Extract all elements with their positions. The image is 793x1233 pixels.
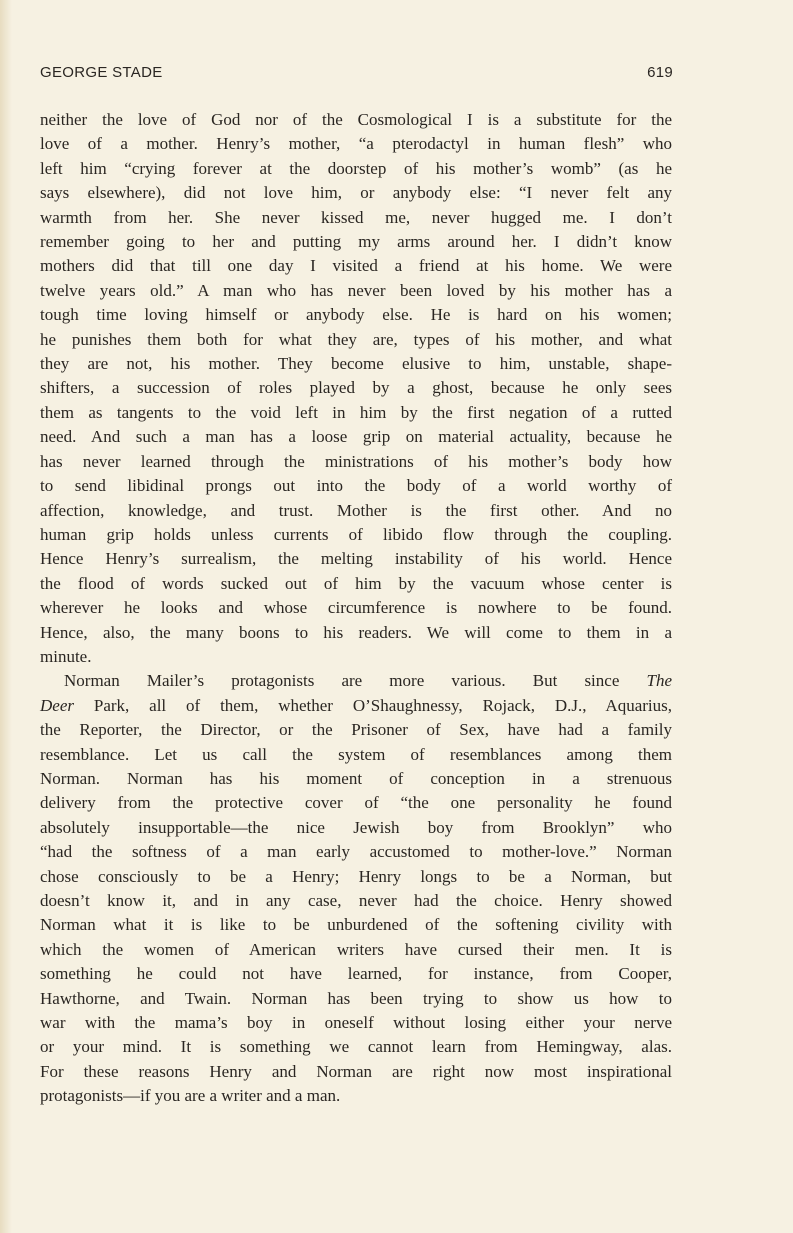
text-line: Hence Henry’s surrealism, the melting instability of his world. Hence [40, 549, 672, 569]
text-line: says elsewhere), did not love him, or anybody else: “I never felt any [40, 183, 672, 203]
text-line: or your mind. It is something we cannot learn from Hemingway, alas. [40, 1037, 672, 1057]
italic-title-word: The [646, 671, 672, 691]
line-text: Park, all of them, whether O’Shaughnessy, Rojack, D.J., Aquarius, [93, 695, 673, 715]
text-line: has never learned through the ministrations of his mother’s body how [40, 451, 672, 471]
text-line [40, 669, 672, 693]
text-line: Norman. Norman has his moment of conception in a strenuous [40, 768, 672, 788]
text-line: Hawthorne, and Twain. Norman has been trying to show us how to [40, 988, 672, 1008]
text-line: twelve years old.” A man who has never been loved by his mother has a [40, 280, 672, 300]
text-line: he punishes them both for what they are, types of his mother, and what [40, 329, 672, 349]
text-line: human grip holds unless currents of libido flow through the coupling. [40, 524, 672, 544]
text-line: For these reasons Henry and Norman are right now most inspirational [40, 1061, 672, 1081]
running-header [40, 64, 673, 81]
text-line: war with the mama’s boy in oneself without losing either your nerve [40, 1013, 672, 1033]
text-line: to send libidinal prongs out into the body of a world worthy of [40, 476, 672, 496]
text-line: delivery from the protective cover of “the one personality he found [40, 793, 672, 813]
text-line: love of a mother. Henry’s mother, “a pterodactyl in human flesh” who [40, 134, 672, 154]
text-line: Norman what it is like to be unburdened of the softening civility with [40, 915, 672, 935]
text-line: they are not, his mother. They become elusive to him, unstable, shape- [40, 354, 672, 374]
text-line: doesn’t know it, and in any case, never had the choice. Henry showed [40, 891, 672, 910]
text-line: neither the love of God nor of the Cosmological I is a substitute for the [40, 110, 672, 129]
text-line: left him “crying forever at the doorstep of his mother’s womb” (as he [40, 158, 672, 178]
text-line: the flood of words sucked out of him by the vacuum whose center is [40, 573, 672, 593]
italic-title-word: Deer [40, 695, 74, 715]
text-line: chose consciously to be a Henry; Henry longs to be a Norman, but [40, 866, 672, 886]
text-line: something he could not have learned, for instance, from Cooper, [40, 964, 672, 984]
text-line: “had the softness of a man early accustomed to mother-love.” Norman [40, 842, 672, 862]
text-line: minute. [40, 646, 92, 666]
page-edge [0, 0, 12, 1233]
text-line: Hence, also, the many boons to his readers. We will come to them in a [40, 622, 672, 642]
running-head-author: GEORGE STADE [40, 64, 163, 81]
text-line: remember going to her and putting my arms around her. I didn’t know [40, 232, 672, 252]
page-number: 619 [647, 64, 673, 81]
text-line [40, 694, 672, 718]
text-line: warmth from her. She never kissed me, never hugged me. I don’t [40, 207, 672, 227]
text-line: resemblance. Let us call the system of resemblances among them [40, 744, 672, 764]
essay-body [40, 108, 672, 1109]
text-line: need. And such a man has a loose grip on material actuality, because he [40, 427, 672, 447]
text-line: them as tangents to the void left in him by the first negation of a rutted [40, 402, 672, 422]
text-line: protagonists—if you are a writer and a man. [40, 1086, 341, 1106]
text-line: tough time loving himself or anybody else. He is hard on his women; [40, 305, 672, 325]
text-line: mothers did that till one day I visited a friend at his home. We were [40, 256, 672, 276]
text-line: wherever he looks and whose circumference is nowhere to be found. [40, 598, 672, 618]
text-line: the Reporter, the Director, or the Prisoner of Sex, have had a family [40, 720, 672, 740]
text-line: absolutely insupportable—the nice Jewish boy from Brooklyn” who [40, 817, 672, 837]
text-line: affection, knowledge, and trust. Mother is the first other. And no [40, 500, 672, 520]
text-line: which the women of American writers have cursed their men. It is [40, 939, 672, 959]
line-text: Norman Mailer’s protagonists are more various. But since [64, 671, 620, 691]
text-line: shifters, a succession of roles played by a ghost, because he only sees [40, 378, 672, 398]
